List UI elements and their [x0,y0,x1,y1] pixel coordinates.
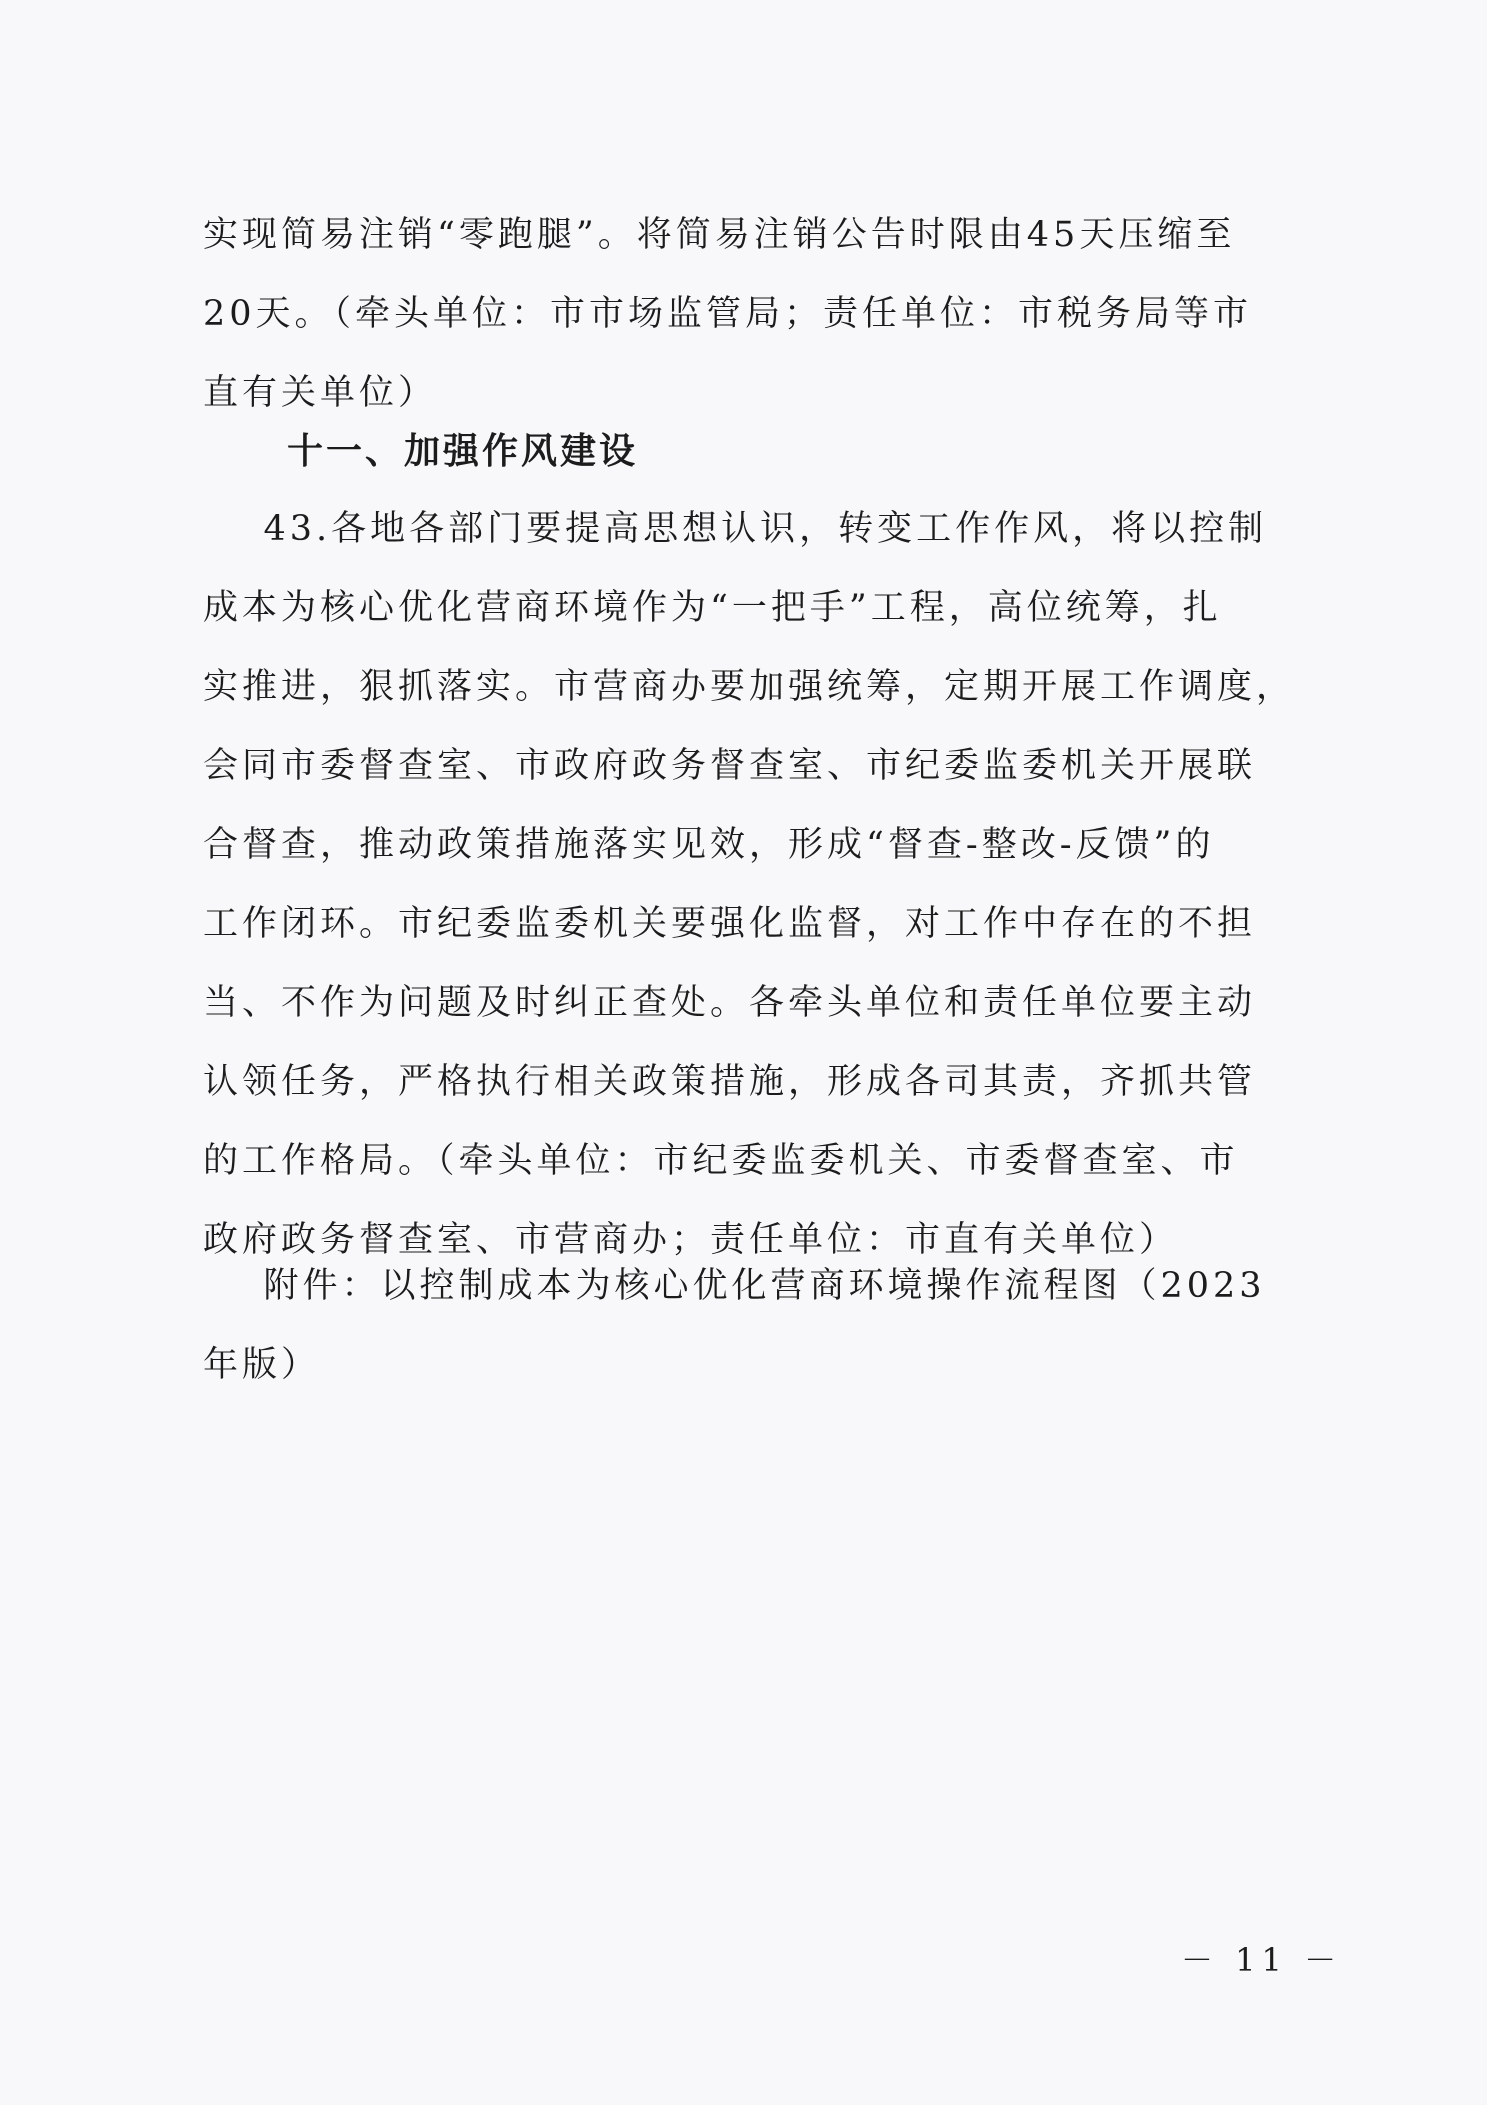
text-line: 工作闭环。市纪委监委机关要强化监督，对工作中存在的不担 [203,904,1257,944]
paragraph-continuation [203,196,1283,433]
page-number: － 11 － [1181,1941,1343,1979]
text-line: 实现简易注销“零跑腿”。将简易注销公告时限由45天压缩至 [203,215,1236,255]
text-line: 政府政务督查室、市营商办；责任单位：市直有关单位） [203,1220,1179,1260]
text-line: 43.各地各部门要提高思想认识，转变工作作风，将以控制 [203,509,1268,549]
text-line: 附件：以控制成本为核心优化营商环境操作流程图（2023 [203,1266,1266,1306]
text-line: 年版） [203,1345,321,1385]
text-line: 当、不作为问题及时纠正查处。各牵头单位和责任单位要主动 [203,983,1257,1023]
text-line: 直有关单位） [203,373,438,413]
item-43-paragraph [203,490,1296,1280]
text-line: 的工作格局。（牵头单位：市纪委监委机关、市委督查室、市 [203,1141,1239,1181]
text-line: 20天。（牵头单位：市市场监管局；责任单位：市税务局等市 [203,294,1253,334]
attachment-note [203,1247,1283,1405]
text-line: 成本为核心优化营商环境作为“一把手”工程，高位统筹，扎 [203,588,1222,628]
section-heading: 十一、加强作风建设 [287,431,639,472]
text-line: 会同市委督查室、市政府政务督查室、市纪委监委机关开展联 [203,746,1257,786]
text-line: 认领任务，严格执行相关政策措施，形成各司其责，齐抓共管 [203,1062,1257,1102]
text-line: 实推进，狠抓落实。市营商办要加强统筹，定期开展工作调度， [203,667,1296,707]
text-line: 合督查，推动政策措施落实见效，形成“督查-整改-反馈”的 [203,825,1215,865]
